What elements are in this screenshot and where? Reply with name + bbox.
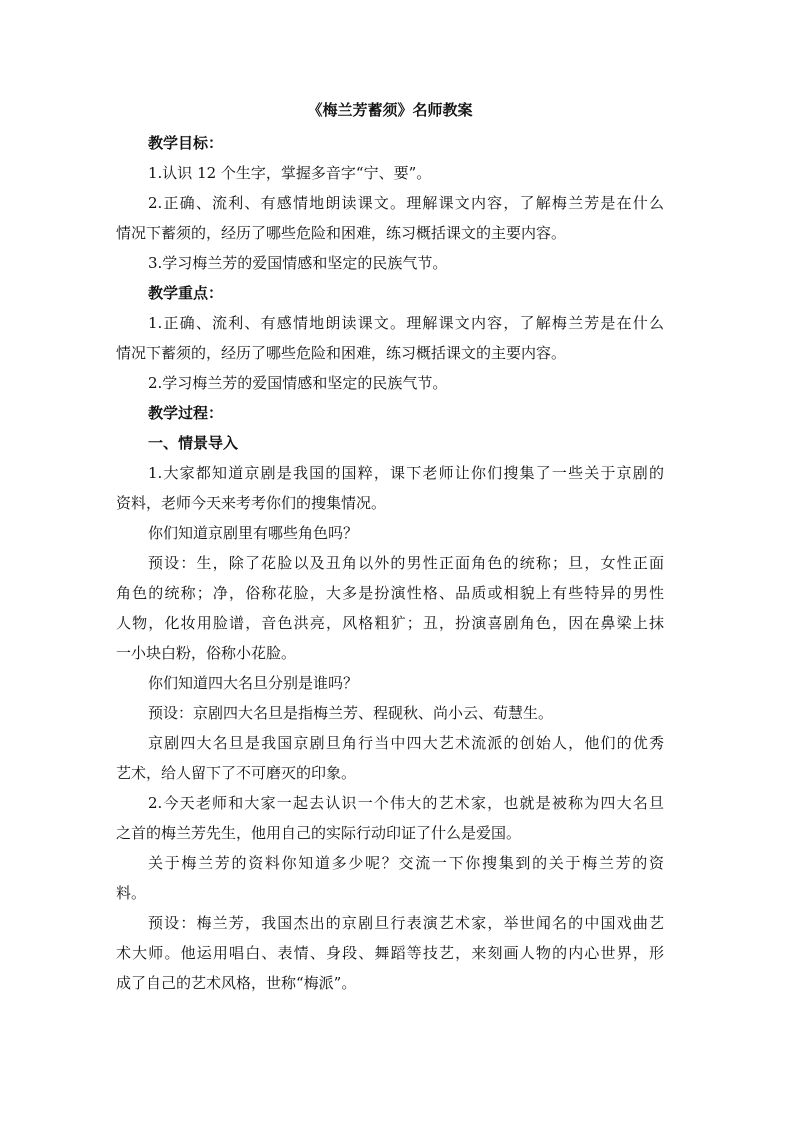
paragraph-line: 预设：梅兰芳，我国杰出的京剧旦行表演艺术家，举世闻名的中国戏曲艺 [148, 914, 664, 932]
paragraph-line: 料。 [116, 884, 147, 902]
section-heading: 教学目标： [148, 134, 224, 152]
paragraph-line: 你们知道京剧里有哪些角色吗？ [148, 524, 359, 542]
paragraph-line: 1.正确、流利、有感情地朗读课文。理解课文内容，了解梅兰芳是在什么 [148, 314, 664, 332]
paragraph-line: 关于梅兰芳的资料你知道多少呢？交流一下你搜集到的关于梅兰芳的资 [148, 854, 664, 872]
section-heading: 教学重点： [148, 284, 224, 302]
section-heading: 一、情景导入 [148, 434, 239, 452]
paragraph-line: 资料，老师今天来考考你们的搜集情况。 [116, 494, 387, 512]
paragraph-line: 预设：京剧四大名旦是指梅兰芳、程砚秋、尚小云、荀慧生。 [148, 704, 554, 722]
paragraph-line: 艺术，给人留下了不可磨灭的印象。 [116, 764, 357, 782]
paragraph-line: 角色的统称；净，俗称花脸，大多是扮演性格、品质或相貌上有些特异的男性 [116, 584, 664, 602]
paragraph-line: 一小块白粉，俗称小花脸。 [116, 644, 297, 662]
document-title: 《梅兰芳蓄须》名师教案 [307, 101, 473, 119]
paragraph-line: 1.认识 12 个生字，掌握多音字“宁、要”。 [148, 164, 432, 182]
paragraph-line: 2.正确、流利、有感情地朗读课文。理解课文内容，了解梅兰芳是在什么 [148, 194, 664, 212]
paragraph-line: 情况下蓄须的，经历了哪些危险和困难，练习概括课文的主要内容。 [116, 344, 567, 362]
paragraph-line: 你们知道四大名旦分别是谁吗？ [148, 674, 359, 692]
paragraph-line: 1.大家都知道京剧是我国的国粹，课下老师让你们搜集了一些关于京剧的 [148, 464, 664, 482]
document-page [116, 96, 664, 998]
paragraph-line: 3.学习梅兰芳的爱国情感和坚定的民族气节。 [148, 254, 448, 272]
paragraph-line: 人物，化妆用脸谱，音色洪亮，风格粗犷；丑，扮演喜剧角色，因在鼻梁上抹 [116, 614, 664, 632]
paragraph-line: 成了自己的艺术风格，世称“梅派”。 [116, 974, 357, 992]
paragraph-line: 预设：生，除了花脸以及丑角以外的男性正面角色的统称；旦，女性正面 [148, 554, 664, 572]
paragraph-line: 情况下蓄须的，经历了哪些危险和困难，练习概括课文的主要内容。 [116, 224, 567, 242]
section-heading: 教学过程： [148, 404, 224, 422]
paragraph-line: 术大师。他运用唱白、表情、身段、舞蹈等技艺，来刻画人物的内心世界，形 [116, 944, 664, 962]
paragraph-line: 2.学习梅兰芳的爱国情感和坚定的民族气节。 [148, 374, 448, 392]
paragraph-line: 2.今天老师和大家一起去认识一个伟大的艺术家，也就是被称为四大名旦 [148, 794, 664, 812]
paragraph-line: 之首的梅兰芳先生，他用自己的实际行动印证了什么是爱国。 [116, 824, 522, 842]
document-body [116, 128, 664, 998]
paragraph-line: 京剧四大名旦是我国京剧旦角行当中四大艺术流派的创始人，他们的优秀 [148, 734, 664, 752]
